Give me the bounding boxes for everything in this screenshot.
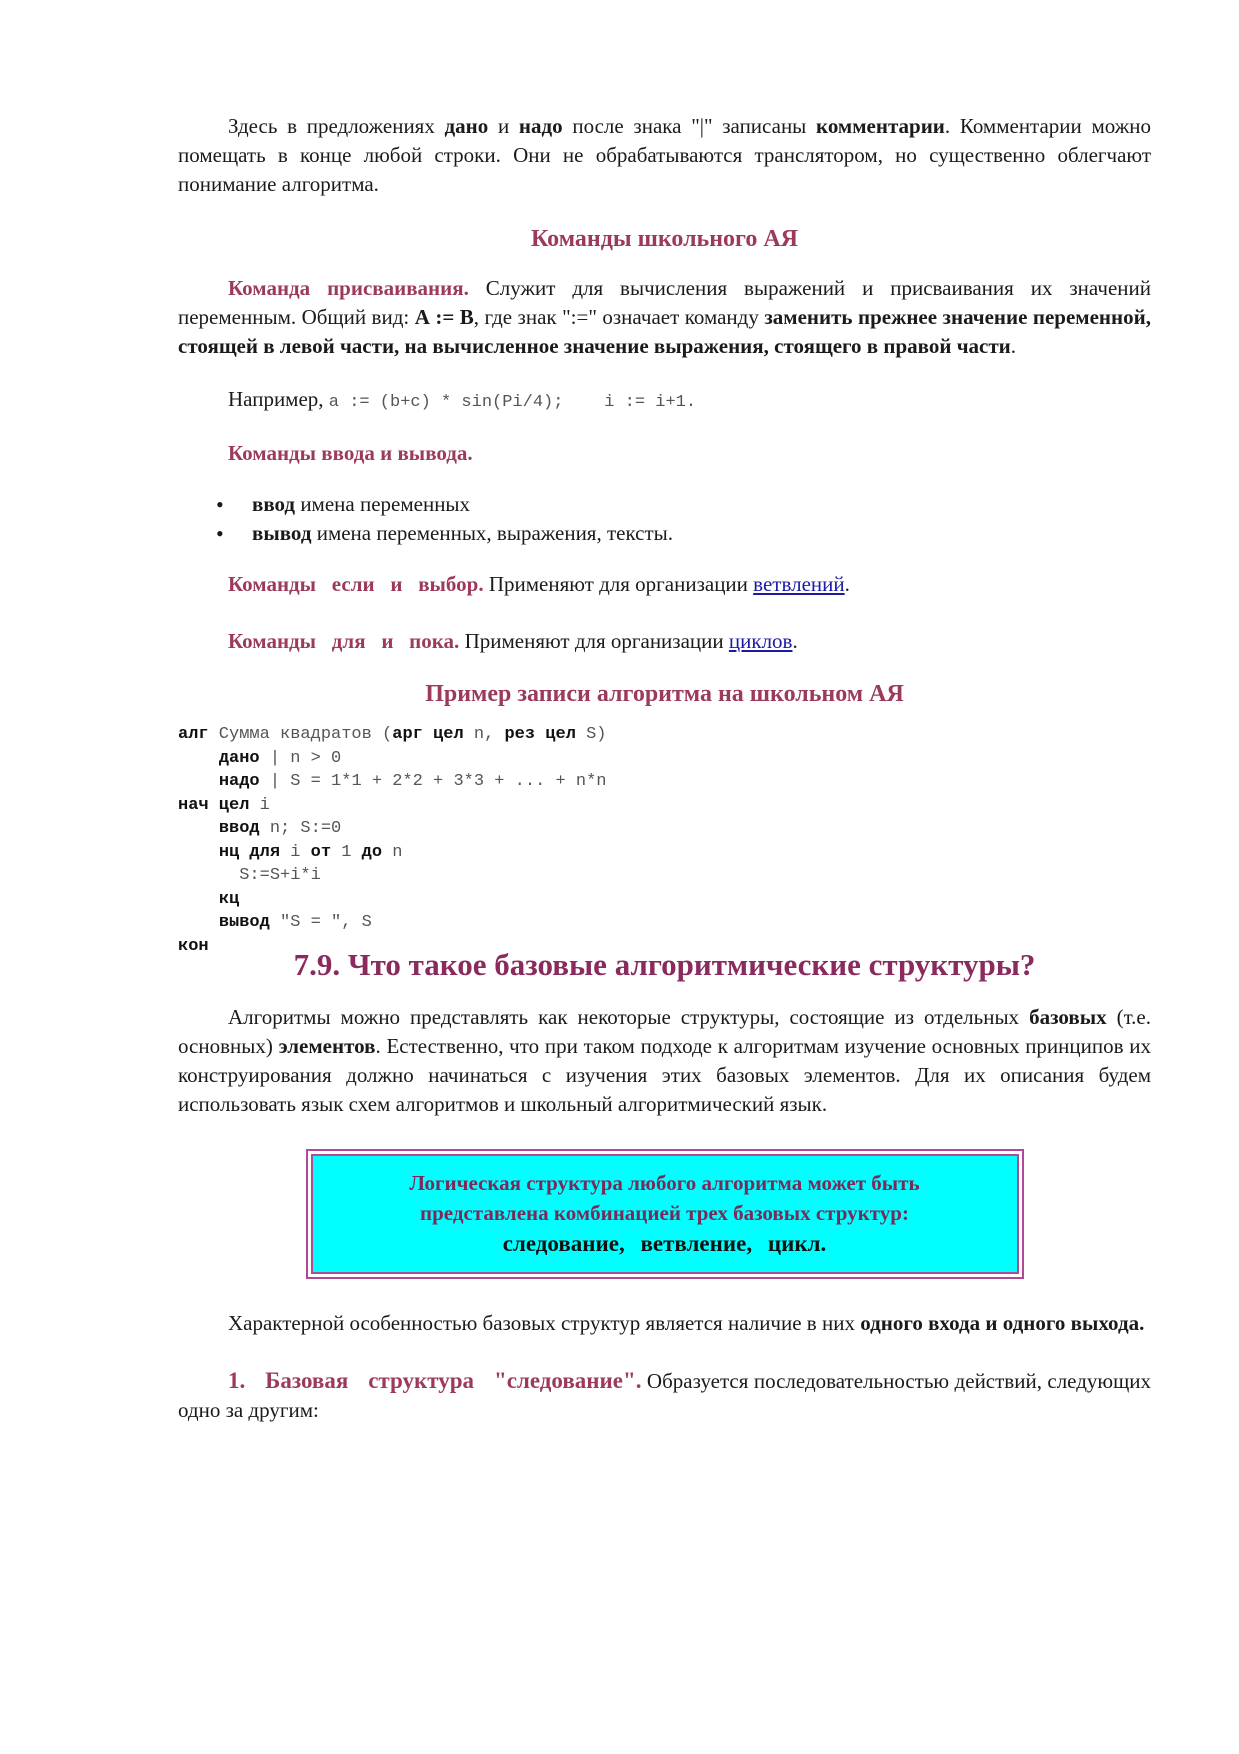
text: , где знак ":=" означает команду — [473, 305, 765, 329]
keyword-comments: комментарии — [816, 114, 945, 138]
code-line: надо | S = 1*1 + 2*2 + 3*3 + ... + n*n — [218, 772, 607, 791]
feature-paragraph — [178, 1309, 1151, 1338]
text: Применяют для организации — [459, 629, 729, 653]
code-line: вывод "S = ", S — [218, 913, 372, 932]
text: . — [792, 629, 798, 653]
loop-link[interactable]: циклов — [728, 629, 793, 653]
callout-line: Логическая структура любого алгоритма может быть — [409, 1171, 920, 1195]
callout-box — [306, 1149, 1024, 1279]
code-line: ввод n; S:=0 — [218, 819, 342, 838]
branch-line — [178, 570, 1151, 599]
assign-bold-text: заменить прежнее значение переменной, стоящей в левой части, на вычисленное значение выражения, стоящего в правой части — [178, 305, 1151, 358]
text: после знака "|" записаны — [562, 114, 816, 138]
assign-title: Команда присваивания. — [228, 276, 469, 300]
code-line: S:=S+i*i — [239, 866, 321, 885]
text: Образуется последовательностью действий, следующих одно за другим: — [178, 1369, 1152, 1422]
loop-line — [178, 627, 1151, 656]
code-line: алг Сумма квадратов (арг цел n, рез цел S) — [178, 725, 607, 744]
list-item — [216, 519, 1151, 548]
keyword-one-entry-exit: одного входа и одного выхода. — [860, 1311, 1145, 1335]
example-line — [178, 385, 1151, 417]
io-title: Команды ввода и вывода. — [228, 441, 473, 465]
code-line: кон — [178, 936, 209, 956]
text: Алгоритмы можно представлять как некоторые структуры, состоящие из отдельных — [228, 1005, 1030, 1029]
text: . — [1010, 334, 1017, 358]
sequence-title: 1. Базовая структура "следование". — [228, 1368, 642, 1393]
code-line: кц — [218, 889, 240, 909]
list-item — [216, 490, 1151, 519]
text: Характерной особенностью базовых структур является наличие в них — [228, 1311, 861, 1335]
example-code: a := (b+c) * sin(Pi/4); i := i+1. — [328, 393, 697, 412]
callout-inner — [311, 1154, 1019, 1274]
sequence-paragraph — [178, 1366, 1151, 1425]
keyword-dano: дано — [444, 114, 489, 138]
keyword: ввод — [252, 492, 296, 516]
keyword-nado: надо — [518, 114, 563, 138]
assign-formula: А := В — [414, 305, 474, 329]
code-block — [178, 723, 1151, 958]
assign-paragraph — [178, 274, 1151, 361]
document-page — [178, 112, 1151, 1425]
example-heading: Пример записи алгоритма на школьном АЯ — [425, 681, 904, 707]
text: . — [844, 572, 850, 596]
text: Применяют для организации — [483, 572, 754, 596]
keyword-elements: элементов — [278, 1034, 376, 1058]
text: . Комментарии можно помещать в конце любой строки. Они не обрабатываются транслятором, но существенно облегчают понимание алгоритма. — [178, 114, 1151, 196]
text: (т.е. основных) — [178, 1005, 1152, 1058]
text: имена переменных — [295, 492, 471, 516]
commands-heading: Команды школьного АЯ — [530, 226, 799, 252]
structures-paragraph — [178, 1003, 1151, 1119]
text: Здесь в предложениях — [228, 114, 445, 138]
text: . Естественно, что при таком подходе к алгоритмам изучение основных принципов их конструирования должно начинаться с изучения этих базовых элементов. Для их описания будем использовать язык схем алгоритмов и школьный алгоритмический язык. — [178, 1034, 1152, 1116]
keyword: вывод — [252, 521, 312, 545]
code-line: нач цел i — [178, 795, 270, 815]
callout-line: представлена комбинацией трех базовых структур: — [420, 1201, 909, 1225]
code-line: дано | n > 0 — [218, 748, 342, 768]
branch-link[interactable]: ветвлений — [753, 572, 845, 596]
loop-title: Команды для и пока. — [228, 629, 460, 653]
text: Служит для вычисления выражений и присваивания их значений переменным. Общий вид: — [178, 276, 1151, 329]
io-heading-line — [178, 439, 1151, 468]
callout-structures: следование, ветвление, цикл. — [502, 1231, 827, 1256]
text: имена переменных, выражения, тексты. — [311, 521, 674, 545]
branch-title: Команды если и выбор. — [228, 572, 484, 596]
io-list — [178, 490, 1151, 548]
intro-paragraph — [178, 112, 1151, 199]
section-title: 7.9. Что такое базовые алгоритмические структуры? — [293, 947, 1036, 982]
example-label: Например, — [228, 387, 329, 411]
code-line: нц для i от 1 до n — [218, 842, 403, 862]
keyword-basic: базовых — [1029, 1005, 1107, 1029]
text: и — [488, 114, 519, 138]
